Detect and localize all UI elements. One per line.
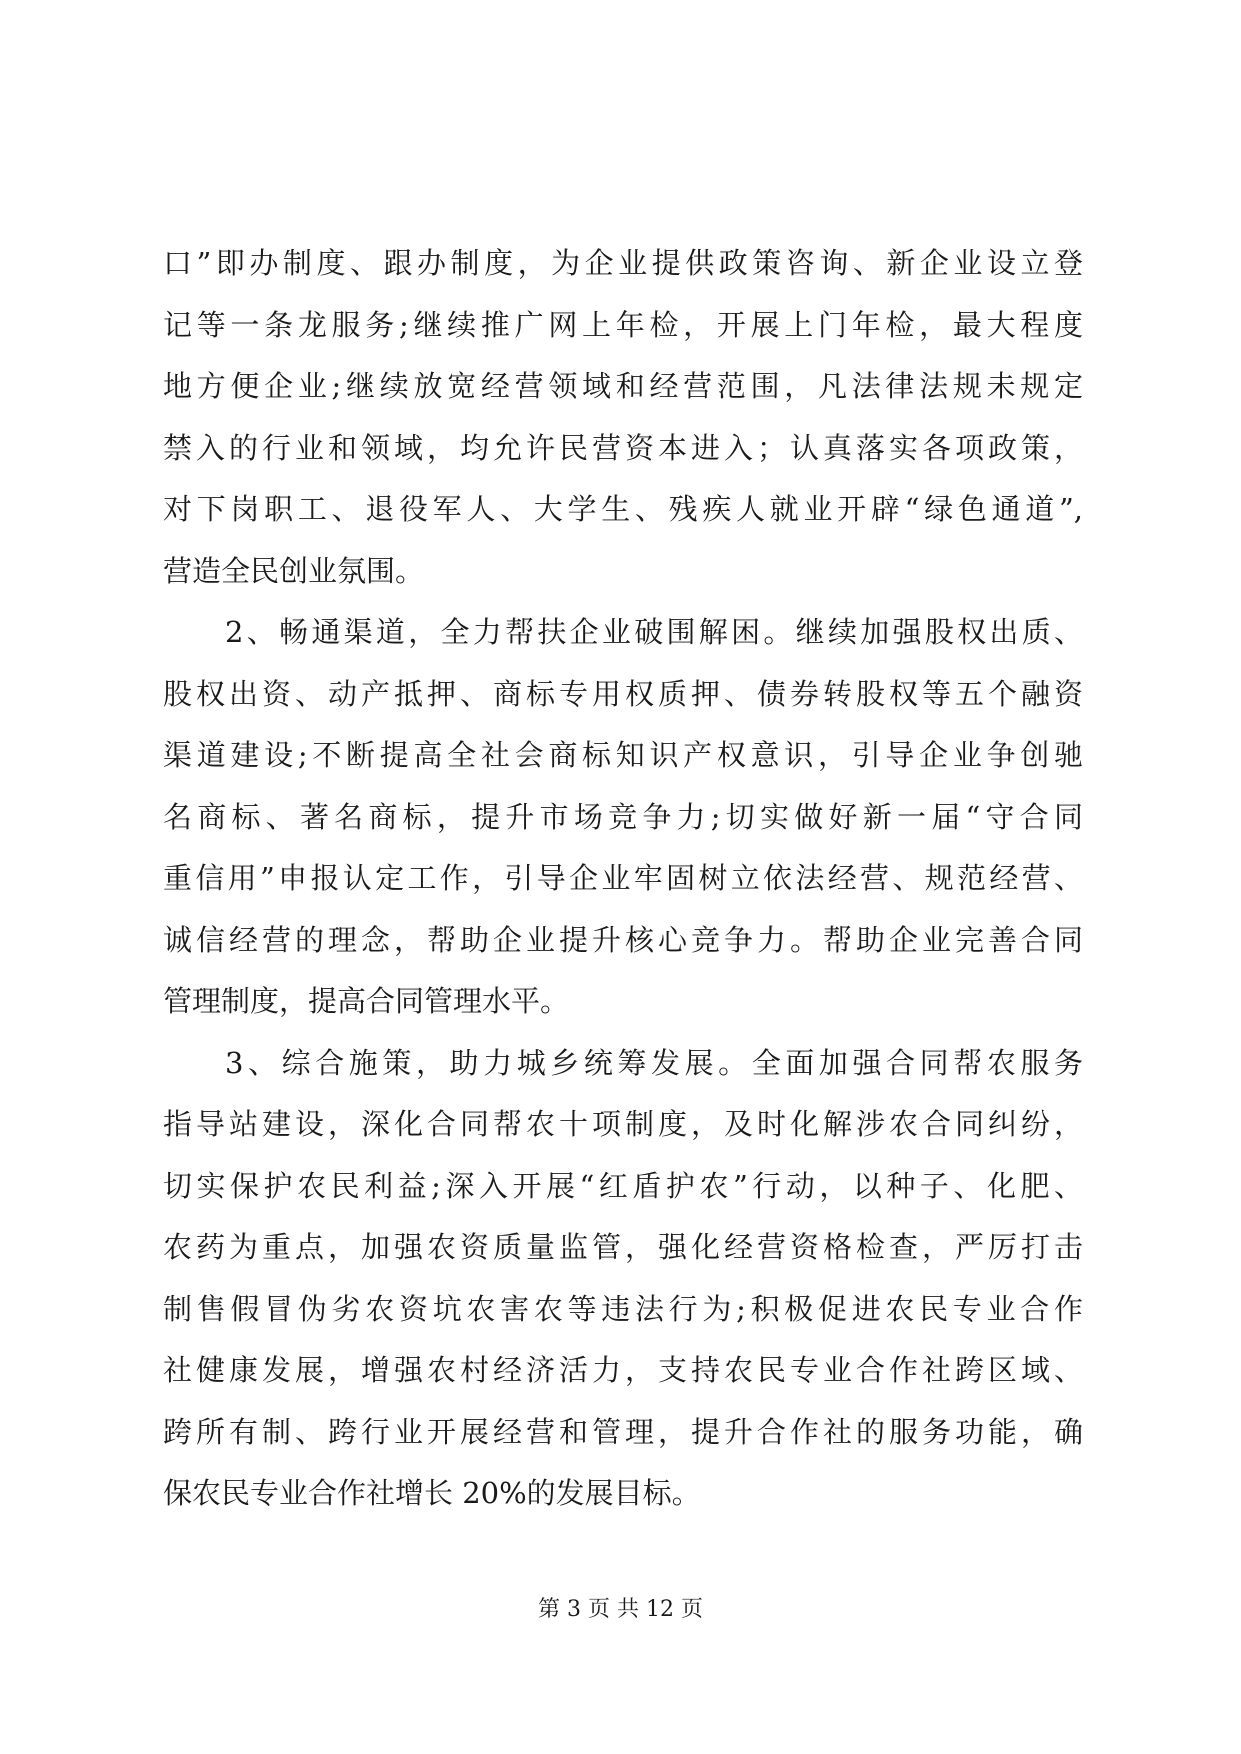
text-line: 诚信经营的理念，帮助企业提升核心竞争力。帮助企业完善合同 [163,922,1083,957]
text-line: 跨所有制、跨行业开展经营和管理，提升合作社的服务功能，确 [163,1414,1083,1449]
paragraph-1 [163,233,1083,602]
text-line: 禁入的行业和领域，均允许民营资本进入；认真落实各项政策， [163,430,1083,465]
text-line: 对下岗职工、退役军人、大学生、残疾人就业开辟“绿色通道”, [163,492,1083,526]
text-line: 管理制度，提高合同管理水平。 [163,984,570,1018]
text-line: 3、综合施策，助力城乡统筹发展。全面加强合同帮农服务 [225,1045,1083,1080]
paragraph-2 [163,602,1083,1033]
text-line: 社健康发展，增强农村经济活力，支持农民专业合作社跨区域、 [163,1353,1083,1387]
text-line: 营造全民创业氛围。 [163,553,425,588]
text-line: 农药为重点，加强农资质量监管，强化经营资格检查，严厉打击 [163,1230,1083,1264]
text-line: 记等一条龙服务;继续推广网上年检，开展上门年检，最大程度 [163,307,1083,342]
paragraph-3 [163,1033,1083,1525]
text-line: 切实保护农民利益;深入开展“红盾护农”行动，以种子、化肥、 [163,1168,1083,1203]
text-line: 名商标、著名商标，提升市场竞争力;切实做好新一届“守合同 [163,799,1083,834]
text-line: 渠道建设;不断提高全社会商标知识产权意识，引导企业争创驰 [163,738,1083,772]
body-text [163,233,1083,1525]
text-line: 股权出资、动产抵押、商标专用权质押、债券转股权等五个融资 [163,676,1083,711]
text-line: 口”即办制度、跟办制度，为企业提供政策咨询、新企业设立登 [163,246,1083,280]
text-line: 制售假冒伪劣农资坑农害农等违法行为;积极促进农民专业合作 [163,1291,1083,1326]
text-line: 指导站建设，深化合同帮农十项制度，及时化解涉农合同纠纷， [163,1107,1083,1141]
page-number-footer: 第 3 页 共 12 页 [538,1597,703,1622]
text-line: 地方便企业;继续放宽经营领域和经营范围，凡法律法规未规定 [163,369,1083,403]
text-line: 2、畅通渠道，全力帮扶企业破围解困。继续加强股权出质、 [225,615,1083,649]
text-line: 保农民专业合作社增长 20%的发展目标。 [163,1476,701,1510]
text-line: 重信用”申报认定工作，引导企业牢固树立依法经营、规范经营、 [163,861,1083,895]
